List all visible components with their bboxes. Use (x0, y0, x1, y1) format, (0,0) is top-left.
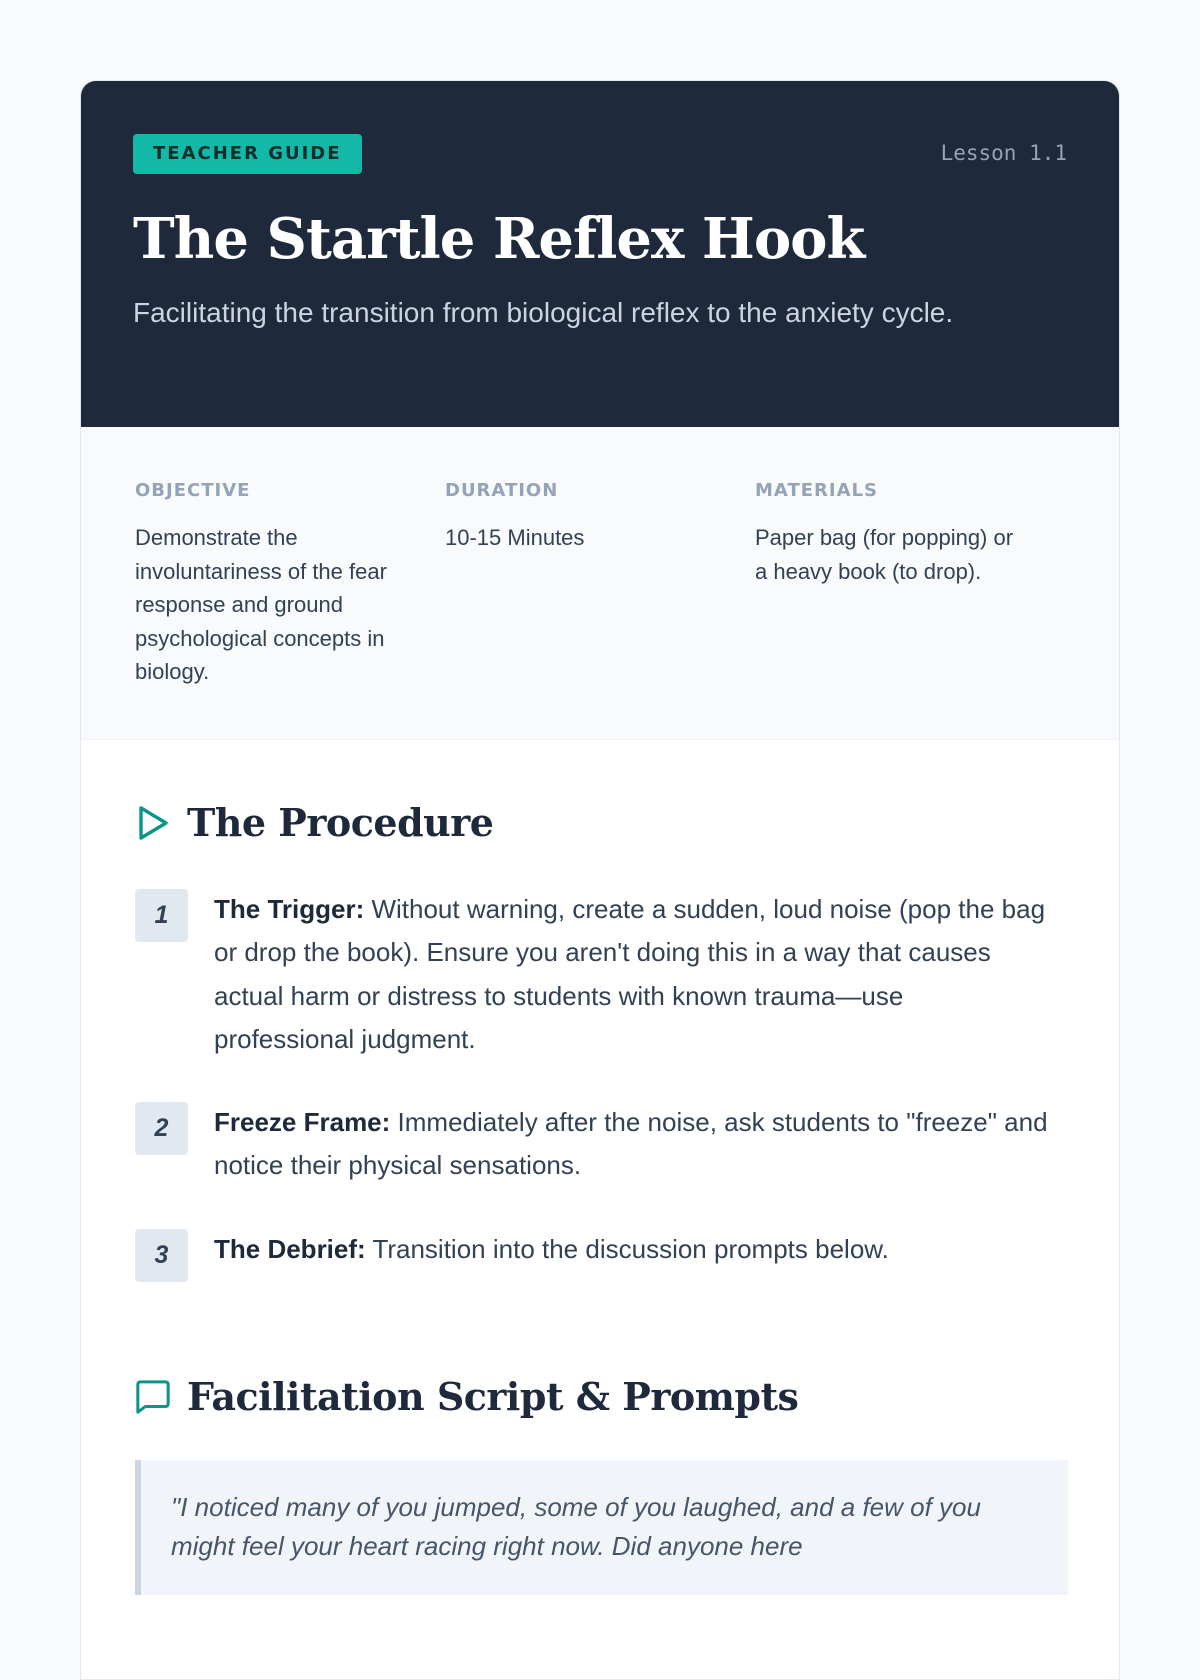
prompts-section (81, 1372, 1119, 1595)
procedure-steps (135, 888, 1065, 1282)
meta-label: MATERIALS (755, 480, 878, 501)
step-number: 3 (135, 1229, 188, 1282)
step-body: Transition into the discussion prompts below. (365, 1233, 889, 1264)
step-body: Immediately after the noise, ask students to "freeze" and notice their physical sensations. (214, 1107, 1048, 1181)
meta-label: DURATION (445, 480, 559, 501)
meta-value: Paper bag (for popping) or a heavy book (to drop). (755, 525, 1014, 584)
step-number: 2 (135, 1102, 188, 1155)
teacher-guide-badge: TEACHER GUIDE (133, 134, 362, 174)
section-title: The Procedure (187, 800, 494, 845)
step-label: The Trigger: (214, 894, 365, 924)
step-label: Freeze Frame: (214, 1107, 391, 1138)
procedure-step (135, 1101, 1065, 1188)
step-label: The Debrief: (214, 1233, 366, 1264)
facilitation-quote: "I noticed many of you jumped, some of you laughed, and a few of you might feel your heart racing right now. Did anyone here (135, 1460, 1068, 1595)
meta-value: 10-15 Minutes (445, 525, 585, 550)
meta-materials (755, 479, 1065, 739)
meta-objective (135, 479, 445, 739)
play-icon (135, 805, 171, 841)
speech-bubble-icon (135, 1379, 171, 1415)
prompts-heading (135, 1372, 1065, 1422)
procedure-step (135, 888, 1065, 1061)
meta-duration (445, 479, 755, 739)
step-text (214, 1228, 1049, 1271)
page-subtitle: Facilitating the transition from biological reflex to the anxiety cycle. (133, 297, 954, 328)
step-body: Without warning, create a sudden, loud noise (pop the bag or drop the book). Ensure you aren't doing this in a way that causes actual harm or distress to students with known trauma—use professional judgment. (214, 894, 1046, 1054)
section-title: Facilitation Script & Prompts (187, 1373, 799, 1419)
lesson-meta (81, 427, 1119, 740)
page-title: The Startle Reflex Hook (133, 206, 865, 272)
procedure-step (135, 1228, 1065, 1282)
step-number: 1 (135, 889, 188, 942)
lesson-card (80, 80, 1120, 1680)
lesson-number: Lesson 1.1 (940, 141, 1067, 165)
lesson-header (80, 80, 1120, 427)
procedure-heading (135, 798, 1065, 848)
meta-label: OBJECTIVE (135, 480, 251, 501)
step-text (214, 888, 1049, 1061)
procedure-section (81, 798, 1119, 1282)
step-text (214, 1101, 1049, 1188)
meta-value: Demonstrate the involuntariness of the fear response and ground psychological concepts in biology. (135, 525, 387, 684)
